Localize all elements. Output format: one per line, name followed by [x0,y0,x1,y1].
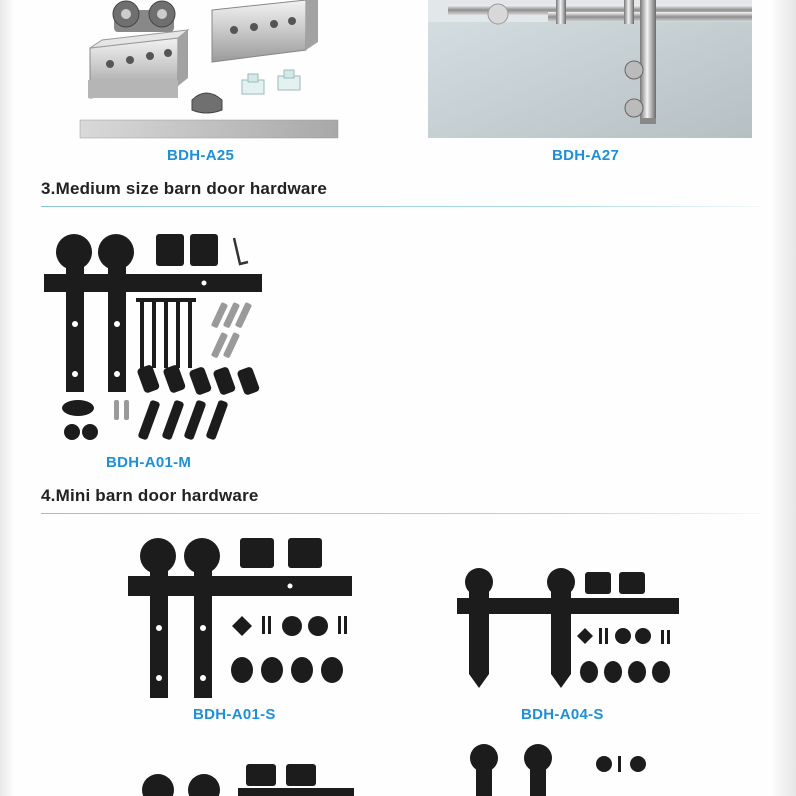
product-image-bdh-a01-m [44,228,266,448]
product-image-bdh-a27 [428,0,752,138]
product-image-partial-right [458,740,684,796]
page-shadow-right [770,0,796,796]
product-image-bdh-a04-s [457,564,681,692]
section-divider-medium [41,206,761,207]
product-code-bdh-a04-s: BDH-A04-S [521,706,604,723]
product-image-bdh-a01-s [128,530,354,702]
section-divider-mini [41,513,761,514]
product-code-bdh-a01-m: BDH-A01-M [106,454,192,471]
page-shadow-left [0,0,14,796]
product-code-bdh-a27: BDH-A27 [552,147,620,164]
section-heading-mini: 4.Mini barn door hardware [41,486,259,505]
section-heading-medium: 3.Medium size barn door hardware [41,179,328,198]
product-code-bdh-a01-s: BDH-A01-S [193,706,276,723]
product-image-bdh-a25 [78,0,340,140]
product-code-bdh-a25: BDH-A25 [167,147,235,164]
product-image-partial-left [126,758,354,796]
